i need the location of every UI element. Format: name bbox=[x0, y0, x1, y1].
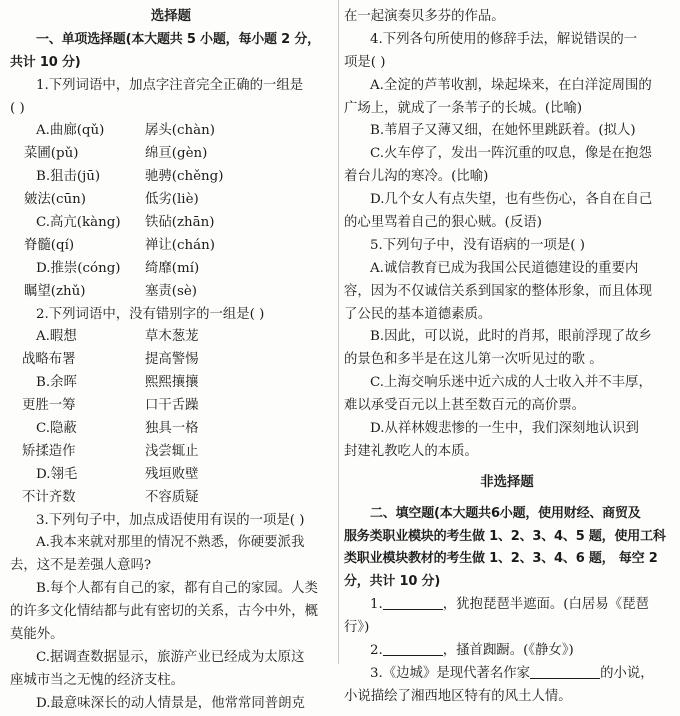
text-line: 去，这不是差强人意吗? bbox=[10, 558, 152, 574]
section-heading: 二、填空题(本大题共6小题，使用财经、商贸及 bbox=[370, 505, 641, 521]
option-right: 铁砧(zhān) bbox=[145, 215, 215, 231]
option-left: A.暇想 bbox=[36, 329, 77, 345]
option-row bbox=[10, 349, 332, 372]
option-left: 更胜一筹 bbox=[22, 398, 76, 414]
text-line: 封建礼教吃人的本质。 bbox=[344, 443, 478, 459]
option-left: 矫揉造作 bbox=[22, 443, 76, 459]
text-line: ( ) bbox=[10, 100, 25, 116]
option-row bbox=[10, 120, 332, 143]
option-right: 提高警惕 bbox=[145, 352, 199, 368]
text-line: B.每个人都有自己的家，都有自己的家园。人类 bbox=[36, 581, 318, 597]
option-left: 菜圃(pǔ) bbox=[24, 146, 79, 162]
option-left: 皴法(cūn) bbox=[24, 192, 86, 208]
right-column bbox=[344, 6, 670, 709]
text-line: D.从祥林嫂悲惨的一生中，我们深刻地认识到 bbox=[370, 421, 639, 437]
section-heading: 分，共计 10 分) bbox=[344, 574, 441, 590]
answer-blank[interactable] bbox=[383, 641, 443, 656]
text-line: 容，因为不仅诚信关系到国家的整体形象，而且体现 bbox=[344, 283, 652, 299]
text-line: B.因此，可以说，此时的肖邦，眼前浮现了故乡 bbox=[370, 329, 652, 345]
option-left: 不计齐数 bbox=[22, 489, 76, 505]
section-heading: 一、单项选择题(本大题共 5 小题，每小题 2 分， bbox=[36, 31, 320, 47]
option-row bbox=[10, 281, 332, 304]
section-heading: 类职业模块教材的考生做 1、2、3、4、6 题， 每空 2 bbox=[344, 551, 658, 567]
spacer bbox=[344, 464, 670, 472]
option-right: 禅让(chán) bbox=[145, 237, 215, 253]
text-line: D.几个女人有点失望，也有些伤心，各自在自己 bbox=[370, 192, 653, 208]
option-left: D.翎毛 bbox=[36, 466, 78, 482]
blank-prefix: 2. bbox=[370, 643, 383, 659]
text-line: 的许多文化情结都与此有密切的关系，古今中外，概 bbox=[10, 604, 318, 620]
text-line: 广场上，就成了一条苇子的长城。(比喻) bbox=[344, 100, 583, 116]
blank-prefix: 3.《边城》是现代著名作家 bbox=[370, 665, 531, 681]
text-line: 4.下列各句所使用的修辞手法，解说错误的一 bbox=[370, 31, 638, 47]
spacer bbox=[344, 495, 670, 503]
option-left: C.高亢(kàng) bbox=[36, 215, 121, 231]
option-row bbox=[10, 212, 332, 235]
option-row bbox=[10, 464, 332, 487]
text-line: 的心里骂着自己的狠心贼。(反语) bbox=[344, 215, 542, 231]
option-left: A.曲廊(qǔ) bbox=[36, 123, 105, 139]
text-line: B.苇眉子又薄又细，在她怀里跳跃着。(拟人) bbox=[370, 123, 636, 139]
left-column bbox=[10, 6, 332, 716]
option-row bbox=[10, 166, 332, 189]
option-right: 残垣败壁 bbox=[145, 466, 199, 482]
text-line: C.据调查数据显示，旅游产业已经成为太原这 bbox=[36, 649, 305, 665]
text-line: 座城市当之无愧的经济支柱。 bbox=[10, 672, 185, 688]
text-line: A.全淀的芦苇收割，垛起垛来，在白洋淀周围的 bbox=[370, 77, 652, 93]
column-divider bbox=[338, 0, 339, 664]
option-left: B.狙击(jū) bbox=[36, 169, 101, 185]
text-line: D.最意味深长的动人情景是，他常常同普朗克 bbox=[36, 695, 305, 711]
text-line: 1.下列词语中，加点字注音完全正确的一组是 bbox=[36, 77, 304, 93]
option-row bbox=[10, 235, 332, 258]
option-left: C.隐蔽 bbox=[36, 421, 77, 437]
option-right: 绮靡(mí) bbox=[145, 260, 200, 276]
blank-suffix: ，犹抱琵琶半遮面。(白居易《琵琶 bbox=[442, 597, 649, 613]
option-right: 不容质疑 bbox=[145, 489, 199, 505]
text-line: A.我本来就对那里的情况不熟悉，你硬要派我 bbox=[36, 535, 305, 551]
option-row bbox=[10, 395, 332, 418]
blank-suffix: ，搔首踟蹰。(《静女》) bbox=[442, 643, 574, 659]
option-row bbox=[10, 441, 332, 464]
option-left: B.余晖 bbox=[36, 375, 77, 391]
blank-suffix: 的小说， bbox=[600, 665, 654, 681]
text-line: 5.下列句子中，没有语病的一项是( ) bbox=[370, 237, 585, 253]
section-title: 非选择题 bbox=[480, 474, 534, 490]
fill-blank-line bbox=[344, 594, 670, 617]
option-left: 脊髓(qí) bbox=[24, 237, 75, 253]
option-left: D.推崇(cóng) bbox=[36, 260, 121, 276]
text-line: 行》) bbox=[344, 620, 370, 636]
text-line: 小说描绘了湘西地区特有的风土人情。 bbox=[344, 688, 572, 704]
text-line: C.上海交响乐迷中近六成的人士收入并不丰厚， bbox=[370, 375, 652, 391]
option-right: 低劣(liè) bbox=[145, 192, 199, 208]
section-title: 选择题 bbox=[150, 9, 192, 24]
text-line: 项是( ) bbox=[344, 54, 386, 70]
text-line: C.火车停了，发出一阵沉重的叹息，像是在抱怨 bbox=[370, 146, 652, 162]
option-right: 独具一格 bbox=[145, 421, 199, 437]
text-line: 莫能外。 bbox=[10, 627, 64, 643]
option-row bbox=[10, 418, 332, 441]
option-row bbox=[10, 326, 332, 349]
option-right: 塞责(sè) bbox=[145, 283, 198, 299]
option-right: 孱头(chàn) bbox=[145, 123, 215, 139]
option-row bbox=[10, 143, 332, 166]
option-row bbox=[10, 372, 332, 395]
option-left: 战略布署 bbox=[22, 352, 76, 368]
option-right: 口干舌躁 bbox=[145, 398, 199, 414]
option-right: 驰骋(chěng) bbox=[145, 169, 224, 185]
blank-prefix: 1. bbox=[370, 597, 383, 613]
answer-blank[interactable] bbox=[530, 664, 600, 679]
option-row bbox=[10, 258, 332, 281]
text-line: 在一起演奏贝多芬的作品。 bbox=[344, 9, 505, 24]
section-heading: 共计 10 分) bbox=[10, 54, 81, 70]
option-right: 熙熙攘攘 bbox=[145, 375, 199, 391]
text-line: 3.下列句子中，加点成语使用有误的一项是( ) bbox=[36, 512, 305, 528]
text-line: 的景色和多半是在这儿第一次听见过的歌 。 bbox=[344, 352, 603, 368]
option-right: 草木葱茏 bbox=[145, 329, 199, 345]
text-line: A.诚信教育已成为我国公民道德建设的重要内 bbox=[370, 260, 639, 276]
answer-blank[interactable] bbox=[383, 595, 443, 610]
section-heading: 服务类职业模块的考生做 1、2、3、4、5 题，使用工科 bbox=[344, 528, 666, 544]
option-right: 浅尝辄止 bbox=[145, 443, 199, 459]
option-row bbox=[10, 487, 332, 510]
text-line: 2.下列词语中，没有错别字的一组是( ) bbox=[36, 306, 265, 322]
option-right: 绵亘(gèn) bbox=[145, 146, 208, 162]
text-line: 难以承受百元以上甚至数百元的高价票。 bbox=[344, 398, 586, 414]
option-row bbox=[10, 189, 332, 212]
fill-blank-line bbox=[344, 640, 670, 663]
text-line: 了公民的基本道德素质。 bbox=[344, 306, 492, 322]
option-left: 瞩望(zhǔ) bbox=[24, 283, 86, 299]
fill-blank-line bbox=[344, 663, 670, 686]
text-line: 着台儿沟的寒冷。(比喻) bbox=[344, 169, 489, 185]
